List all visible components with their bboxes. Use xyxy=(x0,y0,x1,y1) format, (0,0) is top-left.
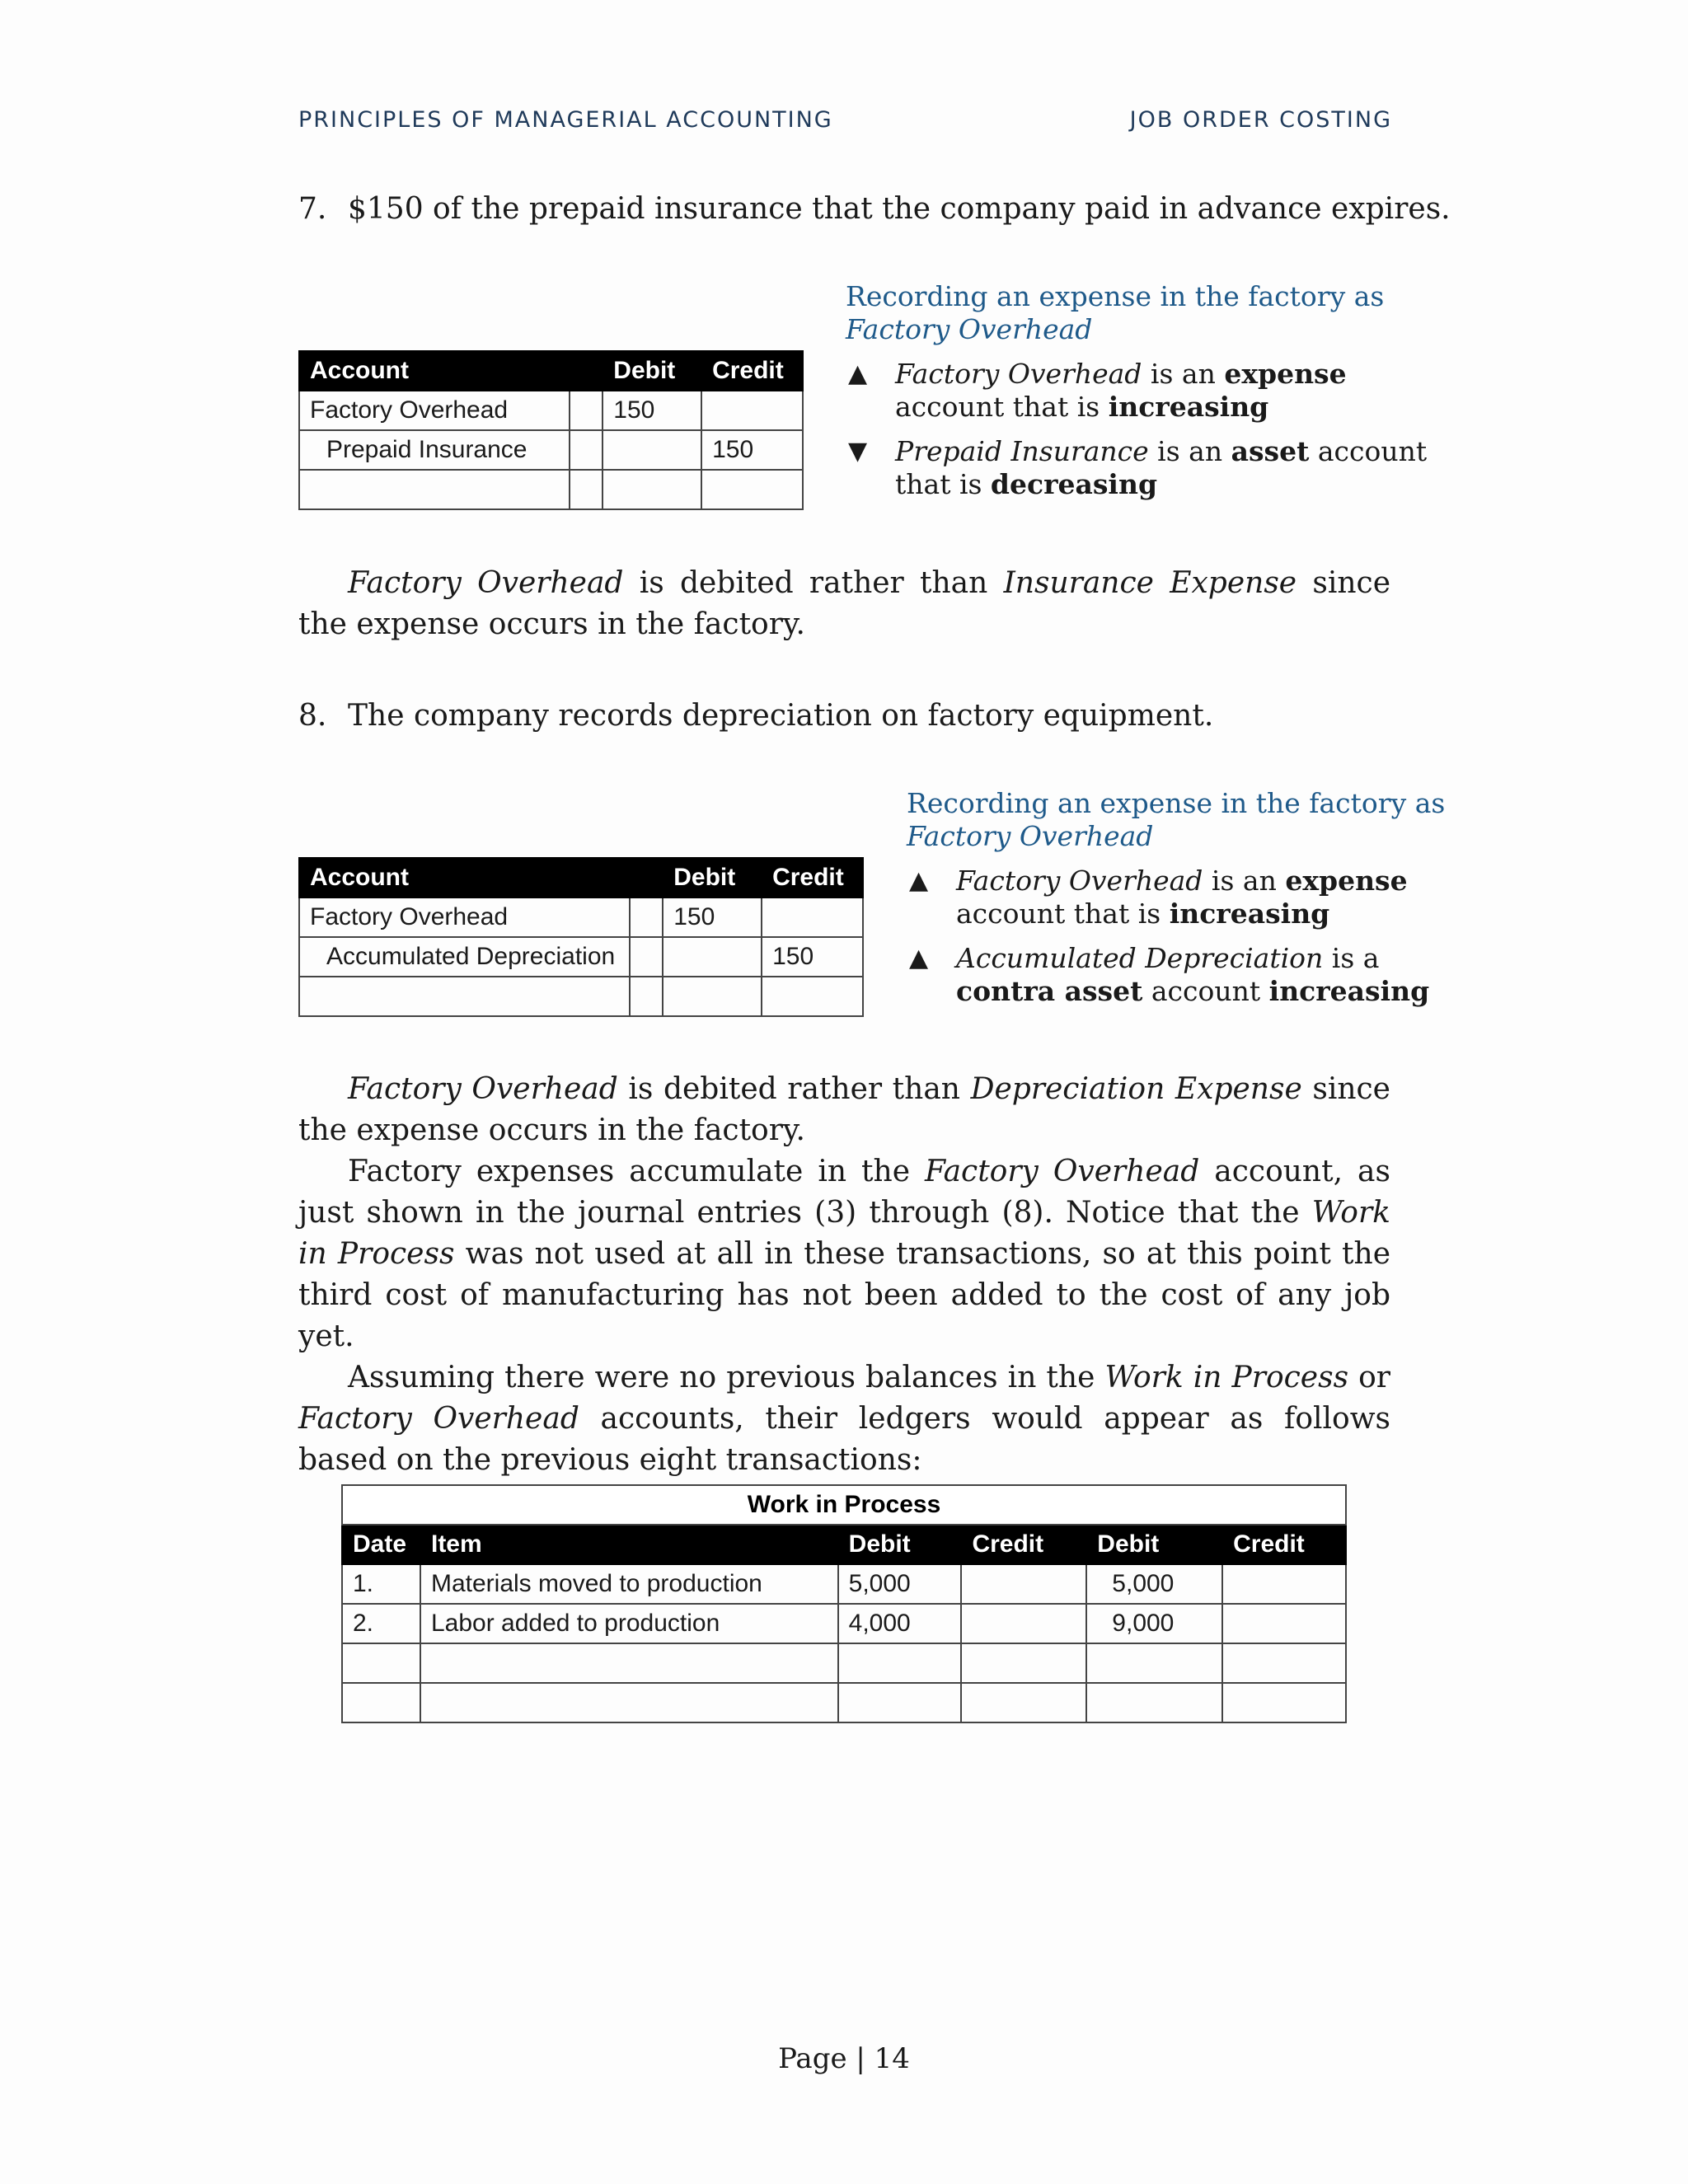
note-title: Recording an expense in the factory as xyxy=(907,787,1446,819)
table-row xyxy=(299,391,803,430)
table-row xyxy=(299,977,863,1016)
ledger-title: Work in Process xyxy=(342,1485,1346,1525)
credit-cell: 150 xyxy=(701,430,803,470)
table-row xyxy=(342,1683,1346,1722)
col-debit: Debit xyxy=(663,858,762,898)
work-in-process-ledger xyxy=(341,1484,1347,1723)
col-date: Date xyxy=(342,1525,420,1564)
item-7 xyxy=(298,192,1451,226)
col-balance-debit: Debit xyxy=(1086,1525,1222,1564)
table-row: 2. Labor added to production 4,000 9,000 xyxy=(342,1604,1346,1643)
item-text: $150 of the prepaid insurance that the company paid in advance expires. xyxy=(348,192,1451,226)
note-line: ▲ Factory Overhead is an expense account that is increasing xyxy=(909,865,1408,930)
journal-entry-8 xyxy=(298,857,864,1017)
triangle-up-icon: ▲ xyxy=(909,944,929,972)
note-line: ▲ Accumulated Depreciation is a contra asset account increasing xyxy=(909,942,1430,1007)
explanation-7: Factory Overhead is debited rather than Insurance Expense since the expense occurs in the factory. xyxy=(298,566,1390,641)
table-row xyxy=(299,470,803,509)
table-row: 1. Materials moved to production 5,000 5,000 xyxy=(342,1564,1346,1604)
paragraph: Factory expenses accumulate in the Factory Overhead account, as just shown in the journal entries (3) through (8). Notice that the Work in Process was not used at all in these transactions, so at this point the third cost of manufacturing has not been added to the cost of any job yet. xyxy=(298,1155,1391,1353)
running-header-right: JOB ORDER COSTING xyxy=(1129,107,1392,133)
note-title: Recording an expense in the factory as xyxy=(846,280,1385,312)
body-paragraphs xyxy=(298,1069,1390,1481)
col-ref xyxy=(570,351,603,391)
table-row xyxy=(299,430,803,470)
running-header-left: PRINCIPLES OF MANAGERIAL ACCOUNTING xyxy=(298,107,833,133)
debit-cell: 150 xyxy=(663,898,762,937)
col-credit: Credit xyxy=(961,1525,1086,1564)
credit-cell: 150 xyxy=(762,937,863,977)
note-title-account: Factory Overhead xyxy=(907,820,1154,852)
journal-entry-7 xyxy=(298,350,804,510)
col-balance-credit: Credit xyxy=(1222,1525,1346,1564)
account-cell: Prepaid Insurance xyxy=(299,430,570,470)
triangle-down-icon: ▼ xyxy=(848,437,868,466)
item-8 xyxy=(298,699,1213,733)
col-credit: Credit xyxy=(762,858,863,898)
page-number: Page | 14 xyxy=(778,2042,910,2075)
triangle-up-icon: ▲ xyxy=(848,359,868,388)
item-number: 8. xyxy=(298,699,327,733)
debit-cell: 150 xyxy=(603,391,701,430)
note-line: ▲ Factory Overhead is an expense account that is increasing xyxy=(848,358,1347,423)
col-debit: Debit xyxy=(838,1525,962,1564)
col-account: Account xyxy=(299,858,630,898)
debit-cell xyxy=(603,430,701,470)
note-7 xyxy=(846,280,1427,501)
account-cell: Accumulated Depreciation xyxy=(299,937,630,977)
col-credit: Credit xyxy=(701,351,803,391)
col-account: Account xyxy=(299,351,570,391)
triangle-up-icon: ▲ xyxy=(909,866,929,895)
col-ref xyxy=(630,858,663,898)
col-item: Item xyxy=(420,1525,838,1564)
debit-cell xyxy=(663,937,762,977)
table-row xyxy=(299,937,863,977)
item-number: 7. xyxy=(298,192,327,226)
item-text: The company records depreciation on factory equipment. xyxy=(348,699,1214,733)
col-debit: Debit xyxy=(603,351,701,391)
paragraph: Factory Overhead is debited rather than Depreciation Expense since the expense occurs in the factory. xyxy=(298,1072,1390,1147)
paragraph: Assuming there were no previous balances in the Work in Process or Factory Overhead accounts, their ledgers would appear as follows based on the previous eight transactions: xyxy=(298,1361,1390,1477)
table-row xyxy=(299,898,863,937)
account-cell: Factory Overhead xyxy=(299,391,570,430)
note-title-account: Factory Overhead xyxy=(846,313,1093,345)
note-8 xyxy=(907,787,1445,1008)
table-row xyxy=(342,1643,1346,1683)
note-line: ▼ Prepaid Insurance is an asset account that is decreasing xyxy=(848,435,1428,500)
credit-cell xyxy=(762,898,863,937)
account-cell: Factory Overhead xyxy=(299,898,630,937)
credit-cell xyxy=(701,391,803,430)
